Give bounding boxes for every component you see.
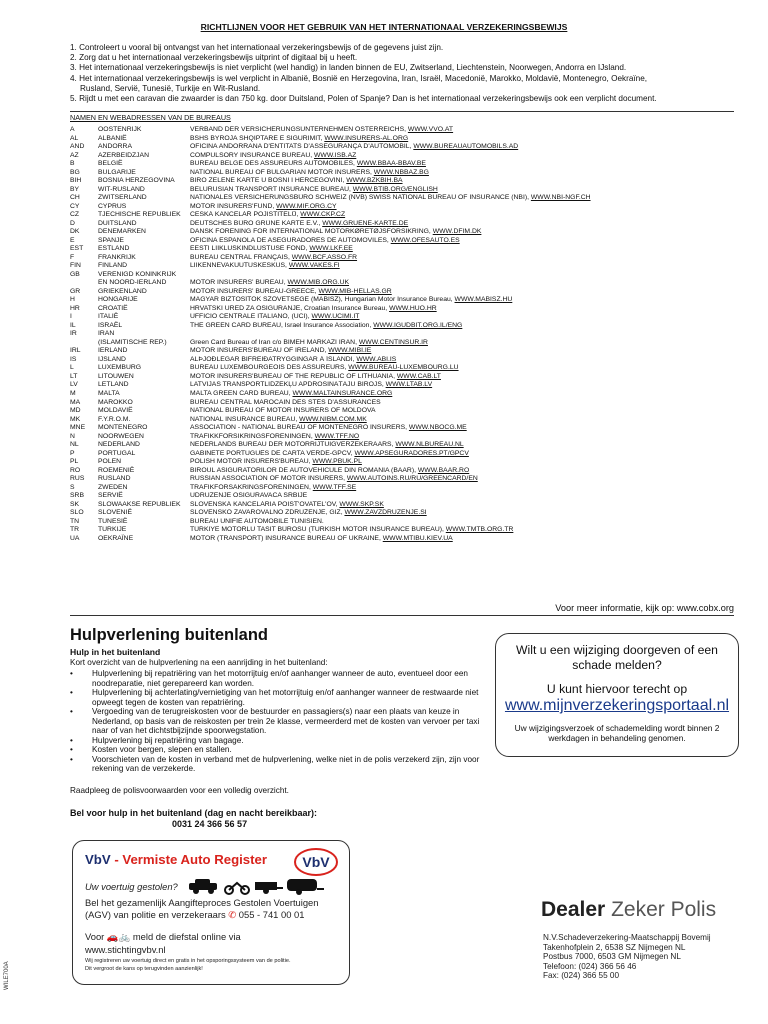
bureau-url[interactable]: WWW.TFF.NO	[314, 432, 360, 440]
country-name: POLEN	[98, 458, 122, 466]
country-name: OEKRAÏNE	[98, 534, 134, 542]
country-name: ESTLAND	[98, 245, 130, 253]
bureau-row	[70, 356, 738, 365]
bureau-row	[70, 347, 738, 356]
bureau-detail: BUREAU CENTRAL FRANÇAIS, WWW.BCF.ASSO.FR	[190, 253, 358, 261]
country-code: S	[70, 483, 75, 491]
vehicle-small-icons: 🚗🚲	[106, 931, 131, 942]
bureau-row	[70, 237, 738, 246]
bureau-detail: NATIONAL BUREAU OF BULGARIAN MOTOR INSURERS, WWW.NBBAZ.BG	[190, 168, 429, 176]
bureau-row	[70, 364, 738, 373]
country-code: TR	[70, 526, 80, 534]
bureau-row	[70, 424, 738, 433]
vbv-site-link[interactable]: www.stichtingvbv.nl	[85, 944, 166, 955]
bureau-url[interactable]: WWW.MABISZ.HU	[454, 296, 513, 304]
country-name: VERENIGD KONINKRIJK	[98, 270, 177, 278]
rule-item: 4. Het internationaal verzekeringsbewijs is wel verplicht in Albanië, Bosnië en Herzegovina, Iran, Israël, Macedonië, Marokko, Moldavië, Montenegro, Oekraïne, Rusland, Servië, Tunesië, Turkije en Wit-Rusland.	[70, 73, 648, 93]
country-name: IRAN	[98, 330, 115, 338]
help-item: • Voorschieten van de kosten in verband met de hulpverlening, welke niet in de polis verzekerd zijn, zijn voor rekening van de verzekerde.	[70, 755, 480, 774]
bureau-row	[70, 245, 738, 254]
bureau-detail: MAGYAR BIZTOSÍTÓK SZÖVETSÉGE (MABISZ), Hungarian Motor Insurance Bureau, WWW.MABISZ.HU	[190, 296, 513, 304]
bureau-detail: SLOVENSKO ZAVAROVALNO ZDRUŽENJE, GIZ, WWW.ZAVZDRUZENJE.SI	[190, 509, 427, 517]
country-name: ISRAËL	[98, 321, 123, 329]
bureau-url[interactable]: WWW.NBOCG.ME	[408, 424, 467, 432]
bureau-row	[70, 339, 738, 348]
bureau-row	[70, 330, 738, 339]
country-name: OOSTENRIJK	[98, 126, 142, 133]
country-code: BIH	[70, 177, 82, 185]
bureau-row	[70, 501, 738, 510]
bureau-row	[70, 279, 738, 288]
country-name: F.Y.R.O.M.	[98, 415, 131, 423]
address-line: Postbus 7000, 6503 GM Nijmegen NL	[543, 952, 681, 962]
country-name: ZWEDEN	[98, 483, 128, 491]
bureau-detail: ČESKÁ KANCELÁŘ POJISTITELŮ, WWW.CKP.CZ	[190, 211, 346, 219]
car-icon	[189, 879, 217, 894]
country-name: LITOUWEN	[98, 372, 134, 380]
help-title: Hulpverlening buitenland	[70, 626, 269, 644]
country-code: FIN	[70, 262, 81, 270]
country-code: P	[70, 449, 75, 457]
address-line: Fax: (024) 366 55 00	[543, 971, 620, 981]
bureau-row	[70, 441, 738, 450]
country-name: DUITSLAND	[98, 219, 137, 227]
bureau-row	[70, 254, 738, 263]
vbv-panel	[72, 840, 350, 985]
country-name: GRIEKENLAND	[98, 287, 147, 295]
bureau-detail: MOTOR INSURERS' BUREAU, WWW.MIB.ORG.UK	[190, 279, 350, 287]
bureau-url[interactable]: WWW.TMTB.ORG.TR	[445, 526, 514, 534]
country-name: ITALIË	[98, 313, 119, 321]
motorcycle-icon	[225, 883, 249, 894]
country-code: CY	[70, 202, 80, 210]
country-name: (ISLAMITISCHE REP.)	[98, 338, 167, 346]
bureau-url[interactable]: WWW.MIB-HELLAS.GR	[318, 287, 392, 295]
bureau-detail: ASSOCIATION - NATIONAL BUREAU OF MONTENEGRO INSURERS, WWW.NBOCG.ME	[190, 424, 467, 432]
bureau-detail: COMPULSORY INSURANCE BUREAU, WWW.ISB.AZ	[190, 151, 357, 159]
country-code: MD	[70, 407, 81, 415]
help-note: Raadpleeg de polisvoorwaarden voor een volledig overzicht.	[70, 786, 289, 795]
bureau-detail: SLOVENSKÁ KANCELÁRIA POIST'OVATEL'OV, WWW.SKP.SK	[190, 500, 384, 508]
bureau-url[interactable]: WWW.NLBUREAU.NL	[395, 441, 464, 449]
rule-item: 2. Zorg dat u het internationaal verzekeringsbewijs uitprint of digitaal bij u heeft.	[70, 53, 358, 63]
country-code: IRL	[70, 347, 81, 355]
bureau-url[interactable]: WWW.INSURERS-AL.ORG	[324, 134, 409, 142]
address-line: Telefoon: (024) 366 56 46	[543, 961, 637, 971]
bureau-url[interactable]: WWW.BUREAUAUTOMOBILS.AD	[413, 143, 519, 151]
bureau-detail: MOTOR (TRANSPORT) INSURANCE BUREAU OF UKRAINE, WWW.MTIBU.KIEV.UA	[190, 534, 453, 542]
help-list	[70, 669, 480, 774]
bureau-url[interactable]: WWW.NBI-NGF.CH	[530, 194, 591, 202]
country-code: H	[70, 296, 75, 304]
bureau-row	[70, 262, 738, 271]
country-name: CROATIË	[98, 304, 128, 312]
country-name: MALTA	[98, 389, 120, 397]
bureau-url[interactable]: WWW.BBAA-BBAV.BE	[356, 160, 426, 168]
bureau-detail: BUREAU BELGE DES ASSUREURS AUTOMOBILES, WWW.BBAA-BBAV.BE	[190, 160, 426, 168]
country-code: N	[70, 432, 75, 440]
bureau-detail: HRVATSKI URED ZA OSIGURANJE, Croatian Insurance Bureau, WWW.HUO.HR	[190, 304, 437, 312]
country-code: SRB	[70, 492, 84, 500]
country-code: AND	[70, 143, 85, 151]
country-code: PL	[70, 458, 79, 466]
country-code: GB	[70, 270, 80, 278]
rule-item: 3. Het internationaal verzekeringsbewijs is niet verplicht (wel handig) in landen binnen de EU, Zwitserland, Liechtenstein, Noorwegen, Andorra en IJsland.	[70, 63, 627, 73]
bureau-url[interactable]: WWW.APSEGURADORES.PT/GPCV	[354, 449, 469, 457]
country-name: SPANJE	[98, 236, 124, 244]
country-code: DK	[70, 228, 80, 236]
bureau-row	[70, 433, 738, 442]
country-name: SLOWAAKSE REPUBLIEK	[98, 500, 181, 508]
bureau-row	[70, 194, 738, 203]
bureau-detail: RUSSIAN ASSOCIATION OF MOTOR INSURERS, WWW.AUTOINS.RU/RU/GREENCARD/EN	[190, 475, 478, 483]
vbv-line2: (AGV) van politie en verzekeraars ✆ 055 - 741 00 01	[85, 909, 305, 920]
country-code: MK	[70, 415, 81, 423]
country-code: B	[70, 160, 75, 168]
bureau-row	[70, 390, 738, 399]
country-name: BELGIË	[98, 160, 123, 168]
bureau-detail: LIIKENNEVAKUUTUSKESKUS, WWW.VAKES.FI	[190, 262, 340, 270]
caravan-icon	[287, 879, 324, 895]
divider	[70, 615, 734, 616]
bureau-detail: MOTOR INSURERS' BUREAU-GREECE, WWW.MIB-HELLAS.GR	[190, 287, 392, 295]
bureau-detail: MALTA GREEN CARD BUREAU, WWW.MALTAINSURANCE.ORG	[190, 389, 393, 397]
bureau-url[interactable]: WWW.ZAVZDRUZENJE.SI	[344, 509, 427, 517]
country-name: NOORWEGEN	[98, 432, 144, 440]
country-code: AL	[70, 134, 79, 142]
country-name: AZERBEIDZJAN	[98, 151, 149, 159]
document-title: RICHTLIJNEN VOOR HET GEBRUIK VAN HET INTERNATIONAAL VERZEKERINGSBEWIJS	[200, 22, 568, 32]
bureau-row	[70, 313, 738, 322]
country-code: F	[70, 253, 75, 261]
trailer-icon	[255, 882, 283, 894]
bureau-detail: LATVIJAS TRANSPORTLĪDZEKĻU APDROŠINĀTĀJU BIROJS, WWW.LTAB.LV	[190, 381, 433, 389]
vbv-report-line: Voor 🚗🚲 meld de diefstal online via	[85, 931, 241, 942]
bureau-row	[70, 484, 738, 493]
country-code: SLO	[70, 509, 84, 517]
change-text: U kunt hiervoor terecht op	[546, 682, 688, 696]
bureau-row	[70, 152, 738, 161]
change-small-text: Uw wijzigingsverzoek of schademelding wordt binnen 2 werkdagen in behandeling genomen.	[514, 723, 720, 743]
bureau-detail: MOTOR INSURERS'BUREAU OF THE REPUBLIC OF LITHUANIA, WWW.CAB.LT	[190, 372, 441, 380]
country-name: BOSNIA HERZEGOVINA	[98, 177, 175, 185]
bureau-url[interactable]: WWW.BZKBIH.BA	[346, 177, 403, 185]
bureau-detail: ALÞJÓÐLEGAR BIFREIÐATRYGGINGAR Á ÍSLANDI, WWW.ABI.IS	[190, 355, 397, 363]
bureau-detail: OFICINA ESPAÑOLA DE ASEGURADORES DE AUTOMOVILES, WWW.OFESAUTO.ES	[190, 236, 460, 244]
bureau-row	[70, 526, 738, 535]
country-code: TN	[70, 517, 80, 525]
country-code: IR	[70, 330, 77, 338]
country-name: WIT-RUSLAND	[98, 185, 145, 193]
country-name: ANDORRA	[98, 143, 132, 151]
bureau-detail: BSHS BYROJA SHQIPTARE E SIGURIMIT, WWW.INSURERS-AL.ORG	[190, 134, 409, 142]
rule-item: 1. Controleert u vooral bij ontvangst van het internationaal verzekeringsbewijs of de gegevens juist zijn.	[70, 43, 444, 52]
bureau-row	[70, 126, 738, 135]
bureau-row	[70, 416, 738, 425]
country-code: LV	[70, 381, 78, 389]
help-subtitle: Hulp in het buitenland	[70, 647, 161, 657]
side-code: WILE700A	[4, 961, 10, 990]
bureau-row	[70, 169, 738, 178]
bureau-row	[70, 450, 738, 459]
bureau-row	[70, 407, 738, 416]
country-code: RUS	[70, 475, 85, 483]
bureau-detail: TÜRKIYE MOTORLU TASIT BÜROSU (TURKISH MOTOR INSURANCE BUREAU), WWW.TMTB.ORG.TR	[190, 526, 514, 534]
bureau-url[interactable]: WWW.LTAB.LV	[385, 381, 433, 389]
bureau-row	[70, 518, 738, 527]
vbv-line1: Bel het gezamenlijk Aangifteproces Gestolen Voertuigen	[85, 897, 319, 908]
portal-link[interactable]: www.mijnverzekeringsportaal.nl	[504, 697, 730, 714]
country-name: EN NOORD-IERLAND	[98, 279, 167, 287]
country-code: E	[70, 236, 75, 244]
country-name: RUSLAND	[98, 475, 131, 483]
divider	[70, 111, 734, 112]
country-name: FRANKRIJK	[98, 253, 136, 261]
country-name: MOLDAVIË	[98, 407, 133, 415]
bureau-detail	[190, 271, 738, 280]
bureau-row	[70, 305, 738, 314]
bureau-detail: Green Card Bureau of Iran c/o BIMEH MARKAZI IRAN, WWW.CENTINSUR.IR	[190, 338, 428, 346]
country-name: MONTENEGRO	[98, 424, 148, 432]
vbv-small1: Wij registreren uw voertuig direct en gratis in het opsporingssysteem van de politie.	[85, 958, 291, 964]
bureau-row	[70, 177, 738, 186]
bureau-url[interactable]: WWW.DFIM.DK	[432, 228, 482, 236]
company-address	[543, 933, 711, 981]
country-name: IJSLAND	[98, 355, 126, 363]
country-name: MAROKKO	[98, 398, 133, 406]
country-code: CH	[70, 194, 80, 202]
bureau-url[interactable]: WWW.CAB.LT	[396, 372, 441, 380]
country-name: DENEMARKEN	[98, 228, 146, 236]
change-question: Wilt u een wijziging doorgeven of een schade melden?	[516, 643, 718, 672]
vehicle-icons	[187, 877, 337, 898]
bureau-url[interactable]: WWW.TFF.SE	[312, 483, 357, 491]
vbv-phone: 055 - 741 00 01	[238, 909, 305, 920]
country-code: BY	[70, 185, 80, 193]
bureau-url[interactable]: WWW.BTIB.ORG/ENGLISH	[352, 185, 438, 193]
bureau-row	[70, 135, 738, 144]
country-code: I	[70, 313, 72, 321]
bureau-row	[70, 492, 738, 501]
country-name: NEDERLAND	[98, 441, 140, 449]
bureau-detail: THE GREEN CARD BUREAU, Israel Insurance Association, WWW.IGUDBIT.ORG.IL/ENG	[190, 321, 463, 329]
country-name: PORTUGAL	[98, 449, 136, 457]
bureau-url[interactable]: WWW.SKP.SK	[339, 500, 384, 508]
country-name: LUXEMBURG	[98, 364, 142, 372]
rule-item: 5. Rijdt u met een caravan die zwaarder is dan 750 kg. door Duitsland, Polen of Spanje? Dan is het internationaal verzekeringsbewijs ook een verplicht document.	[70, 94, 657, 104]
bureau-detail: NEDERLANDS BUREAU DER MOTORRIJTUIGVERZEKERAARS, WWW.NLBUREAU.NL	[190, 441, 464, 449]
bureau-row	[70, 211, 738, 220]
country-code	[70, 279, 98, 288]
bureau-detail: UDRUZENJE OSIGURAVACA SRBIJE	[190, 492, 308, 500]
bureau-row	[70, 535, 738, 544]
bureaus-table	[70, 126, 738, 543]
bureau-detail: TRAFIKKFORSIKRINGSFORENINGEN, WWW.TFF.NO	[190, 432, 360, 440]
bureau-url[interactable]: WWW.IGUDBIT.ORG.IL/ENG	[373, 321, 463, 329]
help-item: • Kosten voor bergen, slepen en stallen.	[70, 745, 480, 755]
bureau-detail: BELURUSIAN TRANSPORT INSURANCE BUREAU, WWW.BTIB.ORG/ENGLISH	[190, 185, 438, 193]
bureau-url[interactable]: WWW.OFESAUTO.ES	[390, 236, 460, 244]
bureau-row	[70, 228, 738, 237]
bureau-url[interactable]: WWW.NIBM.COM.MK	[299, 415, 367, 423]
country-name: ALBANIË	[98, 134, 127, 142]
bureau-url[interactable]: WWW.PBUK.PL	[312, 458, 362, 466]
bureau-detail: EESTI LIIKLUSKINDLUSTUSE FOND, WWW.LKF.EE	[190, 245, 353, 253]
vbv-title	[85, 852, 267, 867]
bureau-detail: MOTOR INSURERS'FUND, WWW.MIF.ORG.CY	[190, 202, 337, 210]
bureau-detail: POLISH MOTOR INSURERS'BUREAU, WWW.PBUK.PL	[190, 458, 362, 466]
bureau-row	[70, 271, 738, 280]
bureau-url[interactable]: WWW.BAAR.RO	[417, 466, 470, 474]
bureau-row	[70, 373, 738, 382]
country-code: BG	[70, 168, 80, 176]
country-code: CZ	[70, 211, 80, 219]
phone-icon: ✆	[228, 909, 237, 920]
bureau-url[interactable]: WWW.NBBAZ.BG	[373, 168, 429, 176]
country-code: IL	[70, 321, 76, 329]
country-code: M	[70, 389, 76, 397]
bureau-detail: NATIONALES VERSICHERUNGSBÜRO SCHWEIZ (NVB) SWISS NATIONAL BUREAU OF INSURANCE (NBI), WWW.NBI-NGF.CH	[190, 194, 591, 202]
country-name: BULGARIJE	[98, 168, 136, 176]
vbv-stolen-question: Uw voertuig gestolen?	[85, 881, 178, 892]
dealer-logo: Dealer Zeker Polis	[541, 898, 717, 921]
bureau-detail: BIROUL ASIGURATORILOR DE AUTOVEHICULE DIN ROMANIA (BAAR), WWW.BAAR.RO	[190, 466, 470, 474]
bureau-row	[70, 296, 738, 305]
bureau-detail: NATIONAL INSURANCE BUREAU, WWW.NIBM.COM.MK	[190, 415, 367, 423]
country-code: AZ	[70, 151, 79, 159]
country-code	[70, 339, 98, 348]
svg-text:VbV: VbV	[302, 854, 330, 870]
country-code: EST	[70, 245, 84, 253]
help-intro: Kort overzicht van de hulpverlening na een aanrijding in het buitenland:	[70, 658, 328, 667]
bureau-detail: TRAFIKFÖRSÄKRINGSFÖRENINGEN, WWW.TFF.SE	[190, 483, 357, 491]
bureau-url[interactable]: WWW.MIB.ORG.UK	[287, 279, 350, 287]
address-line: N.V.Schadeverzekering-Maatschappij Bovemij	[543, 933, 711, 942]
bureau-row	[70, 475, 738, 484]
bureau-url[interactable]: WWW.MIF.ORG.CY	[276, 202, 337, 210]
bureau-row	[70, 458, 738, 467]
bureau-row	[70, 220, 738, 229]
country-code: A	[70, 126, 75, 133]
vbv-brand: VbV	[85, 852, 111, 867]
bureau-url[interactable]: WWW.LKF.EE	[309, 245, 353, 253]
country-name: SLOVENIË	[98, 509, 132, 517]
bureau-url[interactable]: WWW.MALTAINSURANCE.ORG	[292, 389, 393, 397]
country-code: MA	[70, 398, 81, 406]
country-code: MNE	[70, 424, 86, 432]
country-code: UA	[70, 534, 80, 542]
bureau-row	[70, 467, 738, 476]
country-code: NL	[70, 441, 79, 449]
country-name: FINLAND	[98, 262, 128, 270]
bureau-detail: BIRO ZELENE KARTE U BOSNI I HERCEGOVINI, WWW.BZKBIH.BA	[190, 177, 403, 185]
country-name: HONGARIJE	[98, 296, 138, 304]
bureau-url[interactable]: WWW.HUO.HR	[389, 304, 437, 312]
more-info-text: Voor meer informatie, kijk op: www.cobx.org	[555, 603, 734, 613]
help-item: • Vergoeding van de terugreiskosten voor de bestuurder en passagiers(s) naar een plaats van keuze in Nederland, op basis van de reiskosten per trein 2e klasse, vermeerderd met de kosten van vervoer per taxi naar of van het dichtstbijzijnde spoorwegstation.	[70, 707, 480, 736]
change-notice-box	[495, 633, 739, 757]
bureau-url[interactable]: WWW.VVO.AT	[407, 126, 454, 133]
vbv-small2: Dit vergroot de kans op terugvinden aanzienlijk!	[85, 966, 203, 972]
bureau-row	[70, 160, 738, 169]
help-item: • Hulpverlening bij repatriëring van het motorrijtuig en/of aanhanger wanneer de auto, eventueel door een noodreparatie, niet gerepareerd kan worden.	[70, 669, 480, 688]
country-code: RO	[70, 466, 81, 474]
bureau-url[interactable]: WWW.ISB.AZ	[314, 151, 357, 159]
bureau-url[interactable]: WWW.BUREAU-LUXEMBOURG.LU	[348, 364, 459, 372]
help-item: • Hulpverlening bij repatriëring van bagage.	[70, 736, 480, 746]
country-name: TURKIJE	[98, 526, 127, 534]
help-item: • Hulpverlening bij achterlating/vernietiging van het motorrijtuig en/of aanhanger wanneer de restwaarde niet opweegt tegen de kosten van repatriëring.	[70, 688, 480, 707]
country-code: L	[70, 364, 74, 372]
bureau-detail: BUREAU UNIFIÉ AUTOMOBILE TUNISIEN.	[190, 517, 324, 525]
bureau-detail: OFICINA ANDORRANA D'ENTITATS D'ASSEGURANÇA D'AUTOMOBIL, WWW.BUREAUAUTOMOBILS.AD	[190, 143, 519, 151]
bureau-url[interactable]: WWW.MTIBU.KIEV.UA	[382, 534, 453, 542]
country-code: LT	[70, 372, 78, 380]
bureau-detail: NATIONAL BUREAU OF MOTOR INSURERS OF MOLDOVA	[190, 407, 376, 415]
country-name: TUNESIË	[98, 517, 128, 525]
bureau-row	[70, 322, 738, 331]
vbv-title-text: - Vermiste Auto Register	[110, 852, 267, 867]
bureau-row	[70, 288, 738, 297]
country-name: ZWITSERLAND	[98, 194, 147, 202]
emergency-phone[interactable]: 0031 24 366 56 57	[172, 819, 248, 829]
country-code: GR	[70, 287, 81, 295]
address-line: Takenhofplein 2, 6538 SZ Nijmegen NL	[543, 942, 686, 952]
rules-list	[70, 43, 710, 104]
country-name: IERLAND	[98, 347, 128, 355]
country-name: TJECHISCHE REPUBLIEK	[98, 211, 181, 219]
bureau-url[interactable]: WWW.GRUENE-KARTE.DE	[322, 219, 409, 227]
country-code: HR	[70, 304, 80, 312]
bureau-detail: DEUTSCHES BÜRO GRÜNE KARTE E.V., WWW.GRUENE-KARTE.DE	[190, 219, 409, 227]
bureau-detail: BUREAU LUXEMBOURGEOIS DES ASSUREURS, WWW.BUREAU-LUXEMBOURG.LU	[190, 364, 459, 372]
bureau-detail: MOTOR INSURERS'BUREAU OF IRELAND, WWW.MIBI.IE	[190, 347, 372, 355]
bureau-url[interactable]: WWW.MIBI.IE	[328, 347, 372, 355]
country-name: LETLAND	[98, 381, 129, 389]
bureau-row	[70, 381, 738, 390]
bureau-row	[70, 509, 738, 518]
country-code: SK	[70, 500, 80, 508]
bureau-row	[70, 143, 738, 152]
country-name: SERVIË	[98, 492, 123, 500]
bureau-detail: DANSK FORENING FOR INTERNATIONAL MOTORKØRETØJSFORSIKRING, WWW.DFIM.DK	[190, 228, 482, 236]
bureau-row	[70, 203, 738, 212]
bureau-detail	[190, 330, 738, 339]
bureau-detail: GABINETE PORTUGUÊS DE CARTA VERDE-GPCV, WWW.APSEGURADORES.PT/GPCV	[190, 449, 469, 457]
country-code: D	[70, 219, 75, 227]
bureau-row	[70, 186, 738, 195]
bureau-url[interactable]: WWW.UCIMI.IT	[311, 313, 360, 321]
bureau-url[interactable]: WWW.AUTOINS.RU/RU/GREENCARD/EN	[346, 475, 478, 483]
bureau-url[interactable]: WWW.ABI.IS	[356, 355, 397, 363]
bureau-detail: VERBAND DER VERSICHERUNGSUNTERNEHMEN ÖSTERREICHS, WWW.VVO.AT	[190, 126, 454, 133]
bureau-row	[70, 399, 738, 408]
bureau-detail: BUREAU CENTRAL MAROCAIN DES STÉS D'ASSURANCES	[190, 398, 381, 406]
bureau-url[interactable]: WWW.CENTINSUR.IR	[358, 338, 428, 346]
country-name: ROEMENIË	[98, 466, 135, 474]
bureau-url[interactable]: WWW.BCF.ASSO.FR	[291, 253, 358, 261]
bureau-url[interactable]: WWW.VAKES.FI	[288, 262, 340, 270]
country-code: IS	[70, 355, 77, 363]
bureau-detail: UFFICIO CENTRALE ITALIANO, (UCI), WWW.UCIMI.IT	[190, 313, 360, 321]
call-label: Bel voor hulp in het buitenland (dag en nacht bereikbaar):	[70, 808, 318, 818]
bureau-url[interactable]: WWW.CKP.CZ	[300, 211, 346, 219]
bureaus-heading: NAMEN EN WEBADRESSEN VAN DE BUREAUS	[70, 113, 231, 122]
country-name: CYPRUS	[98, 202, 127, 210]
